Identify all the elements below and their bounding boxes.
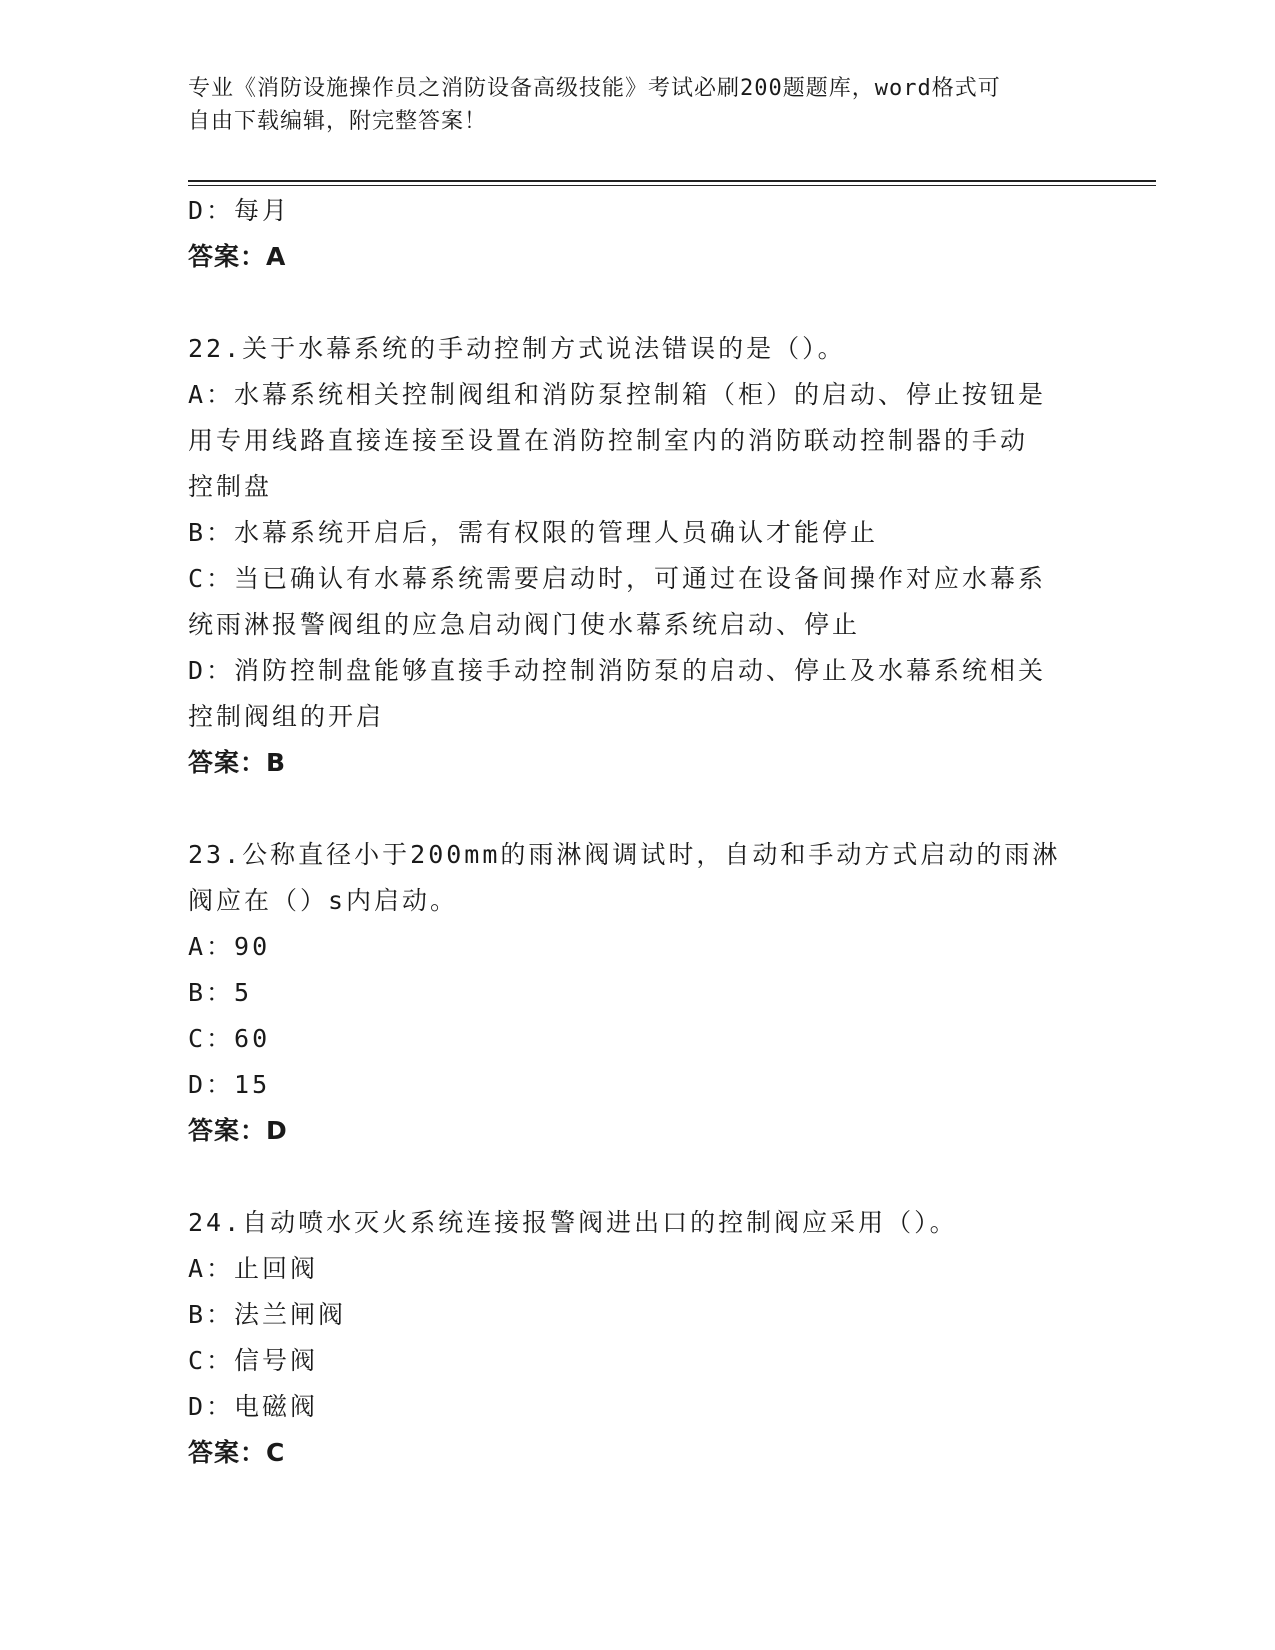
option-d-line-2: 控制阀组的开启 (188, 702, 385, 731)
question-stem: 24.自动喷水灭火系统连接报警阀进出口的控制阀应采用（）。 (188, 1208, 958, 1237)
spacer (188, 1154, 1088, 1200)
option-c (188, 556, 1088, 648)
header-line-1: 专业《消防设施操作员之消防设备高级技能》考试必刷200题题库，word格式可 (188, 76, 1001, 101)
option-c-line-1: C：当已确认有水幕系统需要启动时，可通过在设备间操作对应水幕系 (188, 564, 1047, 593)
question-stem: 22.关于水幕系统的手动控制方式说法错误的是（）。 (188, 334, 846, 363)
answer: 答案：A (188, 242, 287, 271)
header-divider-thin (188, 185, 1156, 186)
question-21-tail (188, 188, 1088, 280)
option-b: B：水幕系统开启后，需有权限的管理人员确认才能停止 (188, 518, 879, 547)
answer: 答案：C (188, 1438, 286, 1467)
option-a: A：90 (188, 932, 271, 961)
option-c: C：信号阀 (188, 1346, 319, 1375)
option-d-line-1: D：消防控制盘能够直接手动控制消防泵的启动、停止及水幕系统相关 (188, 656, 1047, 685)
option-d: D：电磁阀 (188, 1392, 319, 1421)
answer: 答案：D (188, 1116, 288, 1145)
option-a: A：止回阀 (188, 1254, 319, 1283)
spacer (188, 786, 1088, 832)
option-a (188, 372, 1088, 510)
header-line-2: 自由下载编辑，附完整答案！ (188, 109, 488, 134)
option-a-line-2: 用专用线路直接连接至设置在消防控制室内的消防联动控制器的手动 (188, 426, 1029, 455)
option-b: B：法兰闸阀 (188, 1300, 347, 1329)
option-c-line-2: 统雨淋报警阀组的应急启动阀门使水幕系统启动、停止 (188, 610, 861, 639)
header-divider-thick (188, 180, 1156, 182)
option-a-line-1: A：水幕系统相关控制阀组和消防泵控制箱（柜）的启动、停止按钮是 (188, 380, 1047, 409)
question-23 (188, 832, 1088, 1154)
option-a-line-3: 控制盘 (188, 472, 273, 501)
answer: 答案：B (188, 748, 287, 777)
option-d: D：15 (188, 1070, 271, 1099)
option-c: C：60 (188, 1024, 271, 1053)
question-stem-line-1: 23.公称直径小于200mm的雨淋阀调试时，自动和手动方式启动的雨淋 (188, 840, 1061, 869)
question-stem (188, 832, 1088, 924)
question-24 (188, 1200, 1088, 1476)
option-d: D：每月 (188, 196, 291, 225)
document-header (188, 72, 1078, 138)
option-b: B：5 (188, 978, 253, 1007)
question-22 (188, 326, 1088, 786)
spacer (188, 280, 1088, 326)
option-d (188, 648, 1088, 740)
question-stem-line-2: 阀应在（）s内启动。 (188, 886, 459, 915)
document-body (188, 188, 1088, 1476)
